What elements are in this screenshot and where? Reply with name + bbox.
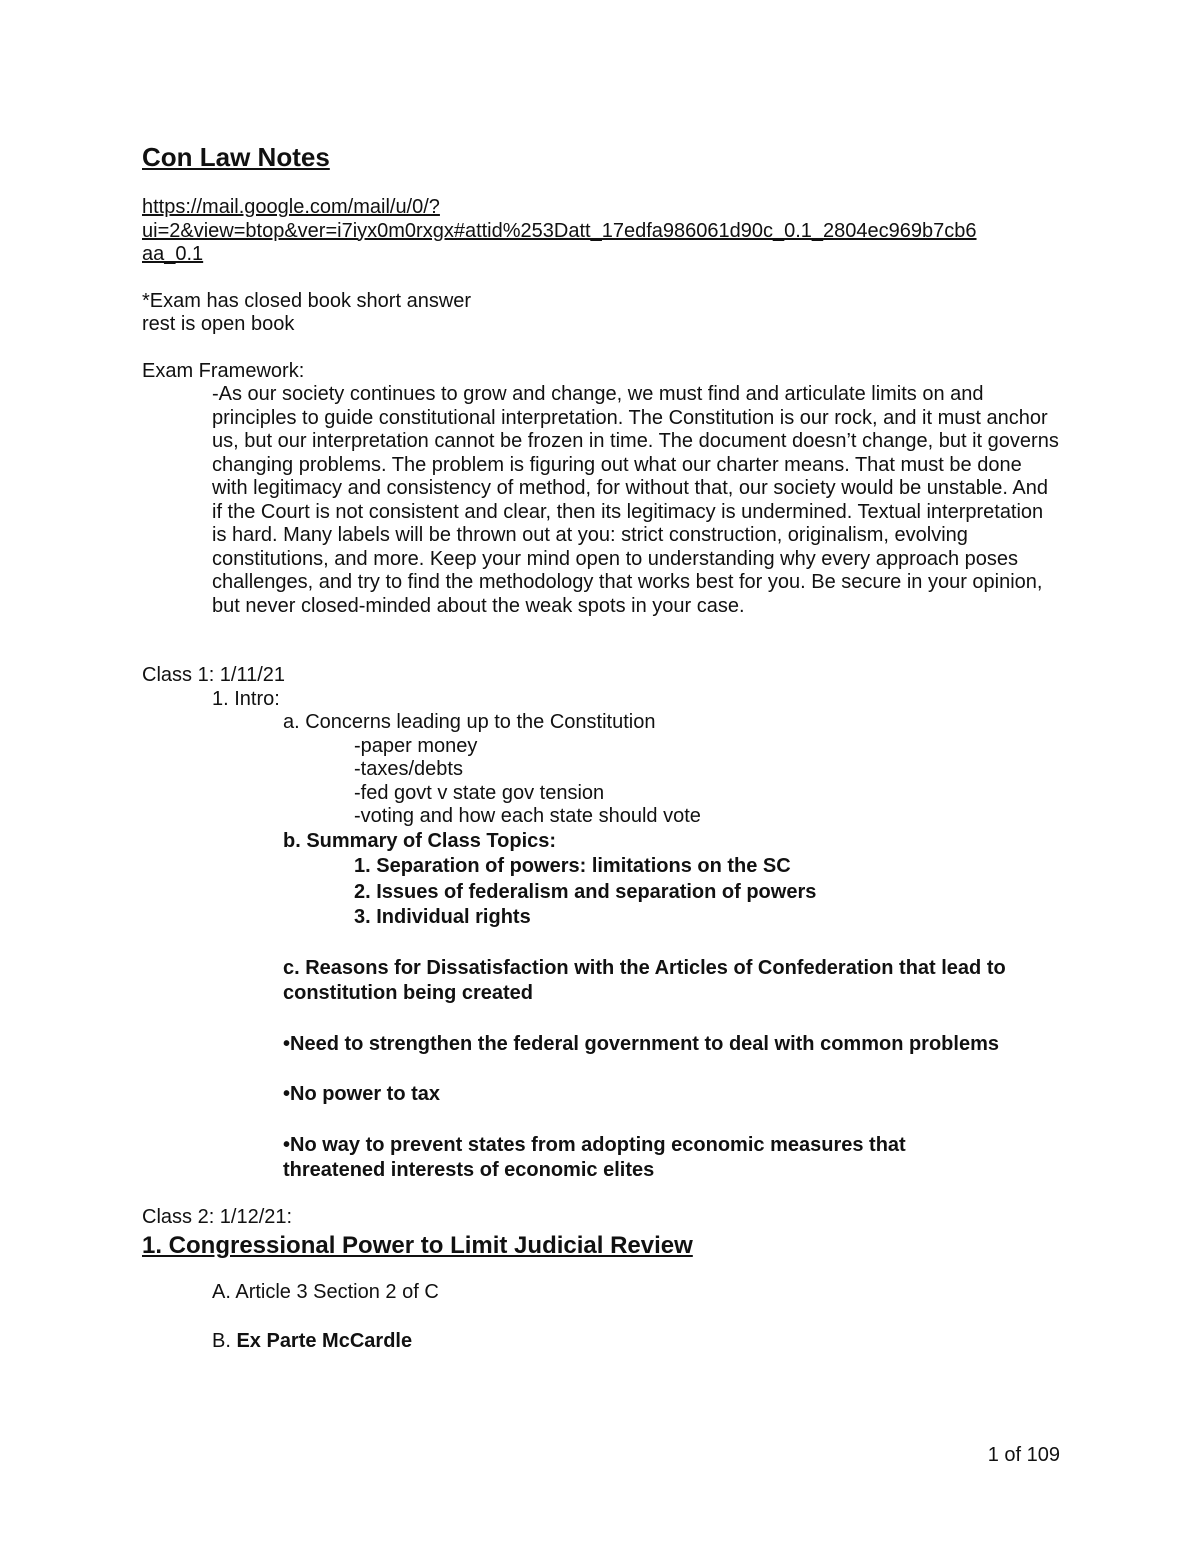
concerns-item: -voting and how each state should vote	[354, 805, 701, 827]
point-b	[142, 1330, 1062, 1354]
concerns-item: -paper money	[354, 734, 478, 757]
gmail-link[interactable]	[142, 196, 1062, 267]
framework-text: -As our society continues to grow and change, we must find and articulate limits on and principles to guide constitutional interpretation. The Constitution is our rock, and it must anchor us, but our interpretation cannot be frozen in time. The document doesn’t change, but it governs changing problems. The problem is figuring out what our charter means. That must be done with legitimacy and consistency of method, for without that, our society would be unstable. And if the Court is not consistent and clear, then its legitimacy is undermined. Textual interpretation is hard. Many labels will be thrown out at you: strict construction, originalism, evolving constitutions, and more. Keep your mind open to understanding why every approach poses challenges, and try to find the methodology that works best for you. Be secure in your opinion, but never closed-minded about the weak spots in your case.	[212, 383, 1059, 617]
section-heading: 1. Congressional Power to Limit Judicial Review	[142, 1232, 693, 1259]
reasons-label: c. Reasons for Dissatisfaction with the Articles of Confederation that lead to constitution being created	[283, 956, 1006, 1004]
summary-item: 3. Individual rights	[354, 906, 531, 928]
exam-note-line-1: *Exam has closed book short answer	[142, 289, 472, 312]
link-line-1[interactable]: https://mail.google.com/mail/u/0/?	[142, 196, 440, 218]
reasons-item: •No power to tax	[283, 1083, 441, 1105]
link-line-3[interactable]: aa_0.1	[142, 243, 204, 265]
summary-item: 1. Separation of powers: limitations on the SC	[354, 855, 791, 877]
document-page	[142, 140, 1062, 1353]
summary-item: 2. Issues of federalism and separation of powers	[354, 880, 817, 903]
point-b-letter: B.	[212, 1329, 237, 1352]
link-line-2[interactable]: ui=2&view=btop&ver=i7iyx0m0rxgx#attid%253Datt_17edfa986061d90c_0.1_2804ec969b7cb6	[142, 219, 977, 242]
concerns-label: a. Concerns leading up to the Constitution	[283, 711, 656, 733]
class-1-intro: 1. Intro:	[212, 687, 280, 710]
point-b-case: Ex Parte McCardle	[236, 1329, 413, 1352]
page-number: 1 of 109	[987, 1444, 1060, 1466]
class-2-heading: Class 2: 1/12/21:	[142, 1205, 293, 1228]
class-1-notes	[142, 664, 1062, 1184]
exam-note-line-2: rest is open book	[142, 313, 295, 335]
concerns-item: -fed govt v state gov tension	[354, 781, 605, 804]
class-1-heading: Class 1: 1/11/21	[142, 664, 286, 686]
document-title: Con Law Notes	[142, 142, 330, 172]
exam-framework	[142, 360, 1062, 619]
concerns-item: -taxes/debts	[354, 758, 463, 780]
reasons-item: •No way to prevent states from adopting economic measures that threatened interests of economic elites	[283, 1133, 906, 1181]
exam-note	[142, 290, 1062, 337]
framework-label: Exam Framework:	[142, 359, 305, 382]
class-2-notes	[142, 1206, 1062, 1354]
reasons-item: •Need to strengthen the federal government to deal with common problems	[283, 1032, 999, 1055]
point-a: A. Article 3 Section 2 of C	[212, 1281, 439, 1303]
summary-label: b. Summary of Class Topics:	[283, 829, 557, 852]
